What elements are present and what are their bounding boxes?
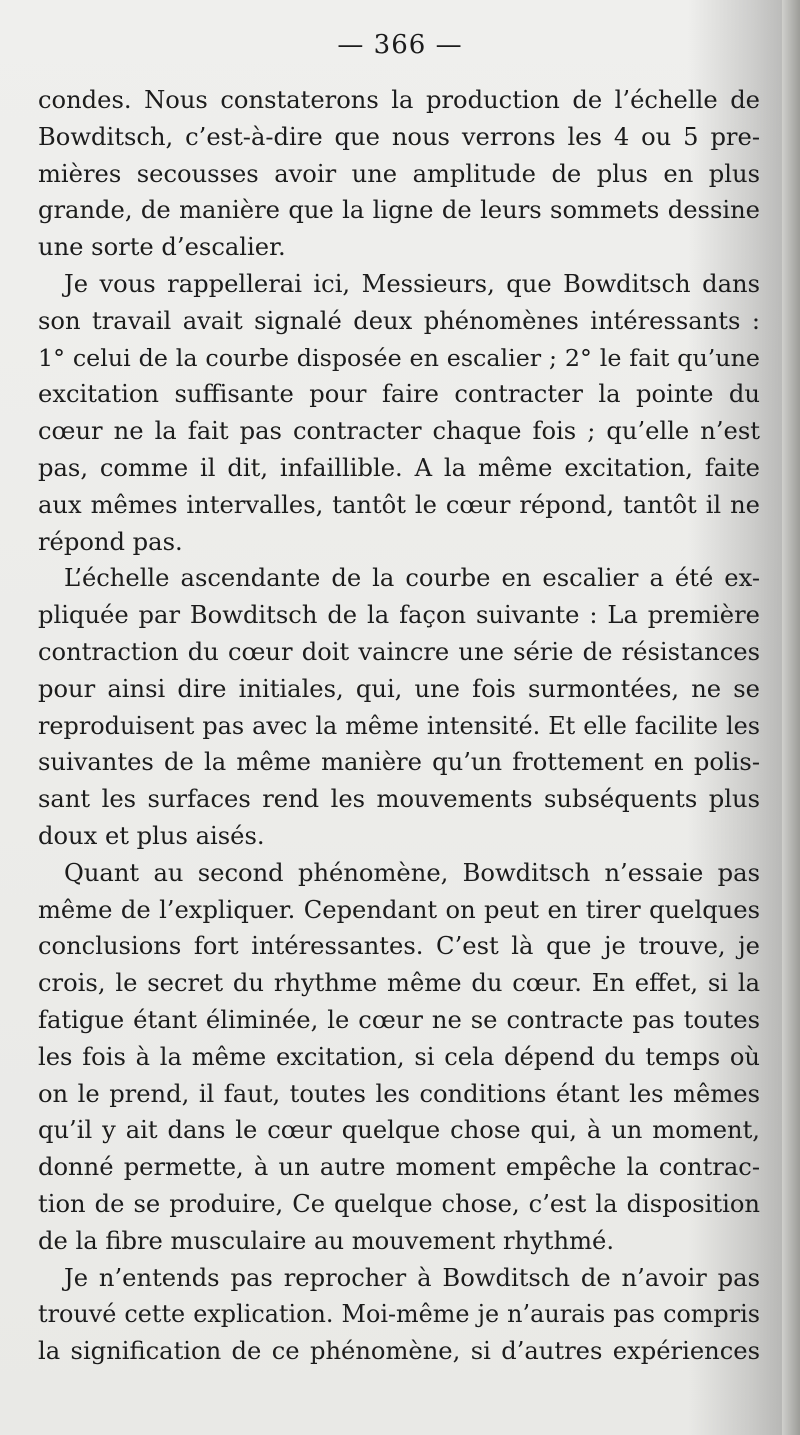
text-line: répond pas. — [38, 527, 183, 556]
text-line: cœur ne la fait pas contracter chaque fois ; qu’elle n’est — [38, 417, 760, 446]
text-line: sant les surfaces rend les mouvements subséquents plus — [38, 785, 760, 814]
text-line: même de l’expliquer. Cependant on peut en tirer quelques — [38, 895, 760, 924]
text-line: trouvé cette explication. Moi-même je n’aurais pas compris — [38, 1300, 760, 1329]
text-line: pour ainsi dire initiales, qui, une fois surmontées, ne se — [38, 674, 760, 703]
page-number: — 366 — — [337, 30, 463, 60]
page-spine-shadow — [782, 0, 800, 1435]
text-line: la signification de ce phénomène, si d’autres expériences — [38, 1337, 760, 1366]
text-line: crois, le secret du rhythme même du cœur. En effet, si la — [38, 969, 760, 998]
text-line: reproduisent pas avec la même intensité. Et elle facilite les — [38, 711, 760, 740]
text-line: qu’il y ait dans le cœur quelque chose qui, à un moment, — [38, 1116, 760, 1145]
text-line: contraction du cœur doit vaincre une série de résistances — [38, 637, 760, 666]
text-line: aux mêmes intervalles, tantôt le cœur répond, tantôt il ne — [38, 490, 760, 519]
text-line: une sorte d’escalier. — [38, 233, 286, 262]
text-line: doux et plus aisés. — [38, 821, 265, 850]
text-line: condes. Nous constaterons la production de l’échelle de — [38, 86, 760, 114]
text-line: Je vous rappellerai ici, Messieurs, que Bowditsch dans — [64, 269, 760, 298]
text-line: pas, comme il dit, infaillible. A la même excitation, faite — [38, 453, 760, 482]
text-line: excitation suffisante pour faire contracter la pointe du — [38, 380, 760, 409]
text-line: Quant au second phénomène, Bowditsch n’essaie pas — [64, 858, 760, 887]
text-line: donné permette, à un autre moment empêche la contrac- — [38, 1153, 760, 1182]
text-line: conclusions fort intéressantes. C’est là que je trouve, je — [38, 932, 760, 961]
text-line: 1° celui de la courbe disposée en escalier ; 2° le fait qu’une — [38, 343, 760, 372]
text-line: suivantes de la même manière qu’un frottement en polis- — [38, 748, 760, 777]
text-line: son travail avait signalé deux phénomènes intéressants : — [38, 306, 760, 335]
text-line: mières secousses avoir une amplitude de plus en plus — [38, 159, 760, 188]
text-line: grande, de manière que la ligne de leurs sommets dessine — [38, 196, 760, 225]
text-line: fatigue étant éliminée, le cœur ne se contracte pas toutes — [38, 1005, 760, 1034]
text-line: Bowditsch, c’est-à-dire que nous verrons les 4 ou 5 pre- — [38, 122, 760, 151]
text-line: tion de se produire, Ce quelque chose, c’est la disposition — [38, 1189, 760, 1218]
text-line: pliquée par Bowditsch de la façon suivante : La première — [38, 601, 760, 630]
body-text — [38, 82, 760, 1370]
text-line: Je n’entends pas reprocher à Bowditsch de n’avoir pas — [64, 1263, 760, 1292]
text-line: de la fibre musculaire au mouvement rhythmé. — [38, 1226, 615, 1255]
text-line: L’échelle ascendante de la courbe en escalier a été ex- — [64, 564, 760, 593]
text-line: les fois à la même excitation, si cela dépend du temps où — [38, 1042, 760, 1071]
text-line: on le prend, il faut, toutes les conditions étant les mêmes — [38, 1079, 760, 1108]
